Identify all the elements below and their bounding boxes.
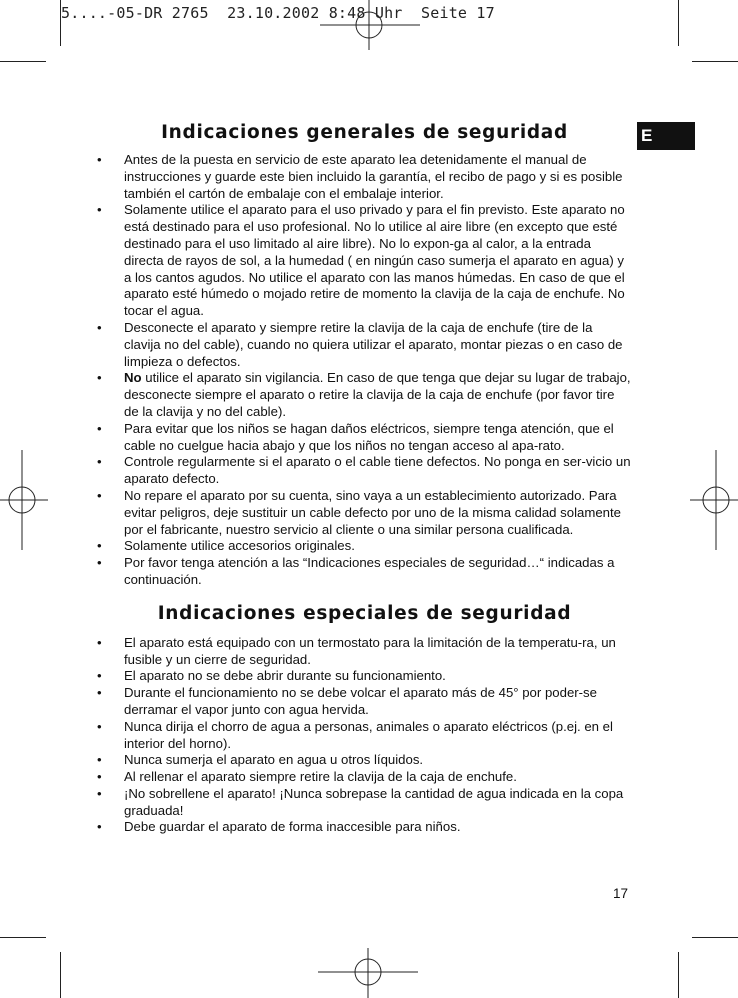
- list-item: [97, 555, 632, 589]
- list-item-text: El aparato no se debe abrir durante su funcionamiento.: [124, 668, 446, 684]
- general-safety-list: [97, 152, 632, 589]
- crop-mark-top-right-h: [692, 61, 738, 62]
- bullet: •: [97, 538, 102, 554]
- section-title-general-safety: Indicaciones generales de seguridad: [161, 122, 568, 143]
- bullet: •: [97, 370, 102, 386]
- list-item-text: No repare el aparato por su cuenta, sino vaya a un establecimiento autorizado. Para evitar peligros, deje sustituir un cable defecto por uno de la misma calidad solamente por el fabricante, nuestro servicio al cliente o una similar persona cualificada.: [124, 487, 622, 537]
- list-item-text: ¡No sobrellene el aparato! ¡Nunca sobrepase la cantidad de agua indicada en la copa graduada!: [124, 785, 624, 818]
- bullet: •: [97, 718, 102, 734]
- list-item-text: Nunca dirija el chorro de agua a personas, animales o aparato eléctricos (p.ej. en el interior del horno).: [124, 718, 613, 751]
- registration-mark-top-icon: [320, 0, 420, 50]
- list-item: [97, 538, 632, 555]
- list-item: [97, 202, 632, 320]
- bullet: •: [97, 752, 102, 768]
- bullet: •: [97, 319, 102, 335]
- list-item: [97, 421, 632, 455]
- page-number: 17: [613, 886, 629, 901]
- crop-mark-top-left-h: [0, 61, 46, 62]
- registration-mark-left-icon: [0, 450, 48, 550]
- special-safety-list: [97, 635, 632, 837]
- list-item: [97, 152, 632, 202]
- bullet: •: [97, 152, 102, 167]
- bullet: •: [97, 555, 102, 571]
- bullet: •: [97, 634, 102, 650]
- crop-mark-bottom-left-h: [0, 937, 46, 938]
- bullet: •: [97, 819, 102, 835]
- bullet: •: [97, 420, 102, 436]
- crop-mark-top-right-v: [678, 0, 679, 46]
- list-item-text: Solamente utilice el aparato para el uso privado y para el fin previsto. Este aparato no está destinado para el uso profesional. No lo utilice al aire libre (en excepto que esté destinado para el uso limitado al aire libre). No lo expon-ga al calor, a la entrada directa de rayos de sol, a la humedad ( en ningún caso sumerja el aparato en agua) y a los cantos agudos. No utilice el aparato con las manos húmedas. En caso de que el aparato esté húmedo o mojado retire de momento la clavija de la caja de enchufe. No tocar el agua.: [124, 202, 625, 319]
- list-item: [97, 786, 632, 820]
- list-item-text: Nunca sumerja el aparato en agua u otros líquidos.: [124, 752, 424, 768]
- list-item-text: Al rellenar el aparato siempre retire la clavija de la caja de enchufe.: [124, 769, 517, 785]
- crop-mark-bottom-right-h: [692, 937, 738, 938]
- page-content: [97, 120, 632, 836]
- list-item: [97, 752, 632, 769]
- list-item: [97, 635, 632, 669]
- list-item: [97, 719, 632, 753]
- list-item-text: Durante el funcionamiento no se debe volcar el aparato más de 45° por poder-se derramar el vapor junto con agua hervida.: [124, 685, 597, 717]
- list-item: [97, 769, 632, 786]
- section-title-special-safety: Indicaciones especiales de seguridad: [157, 602, 572, 624]
- bullet: •: [97, 769, 102, 785]
- registration-mark-right-icon: [690, 450, 738, 550]
- registration-mark-bottom-icon: [318, 948, 418, 998]
- list-item-bold: No: [124, 370, 142, 386]
- bullet: •: [97, 668, 102, 684]
- list-item-text: Para evitar que los niños se hagan daños eléctricos, siempre tenga atención, que el cable no cuelgue hacia abajo y que los niños no tengan acceso al apa-rato.: [124, 420, 614, 453]
- bullet: •: [97, 785, 102, 801]
- print-slug-line: 5....-05-DR 2765 23.10.2002 8:48 Uhr Seite 17: [61, 4, 495, 22]
- bullet: •: [97, 202, 102, 218]
- bullet: •: [97, 685, 102, 701]
- list-item: [97, 819, 632, 836]
- list-item: [97, 370, 632, 420]
- list-item-text: utilice el aparato sin vigilancia. En caso de que tenga que dejar su lugar de trabajo, desconecte siempre el aparato o retire la clavija de la caja de enchufe (por favor tire de la clavija y no del cable).: [124, 370, 631, 419]
- list-item: [97, 685, 632, 719]
- list-item-text: Antes de la puesta en servicio de este aparato lea detenidamente el manual de instrucciones y guarde este bien incluido la garantía, el recibo de pago y si es posible también el cartón de embalaje con el embalaje interior.: [124, 152, 623, 201]
- list-item: [97, 320, 632, 370]
- crop-mark-bottom-right-v: [678, 952, 679, 998]
- language-tab: E: [637, 122, 695, 150]
- crop-mark-bottom-left-v: [60, 952, 61, 998]
- bullet: •: [97, 487, 102, 503]
- list-item-text: Controle regularmente si el aparato o el cable tiene defectos. No ponga en ser-vicio un aparato defecto.: [124, 454, 631, 487]
- list-item-text: El aparato está equipado con un termostato para la limitación de la temperatu-ra, un fusible y un cierre de seguridad.: [124, 634, 616, 667]
- list-item: [97, 488, 632, 538]
- list-item: [97, 454, 632, 488]
- list-item-text: Por favor tenga atención a las “Indicaciones especiales de seguridad…“ indicadas a continuación.: [124, 555, 615, 587]
- list-item-text: Debe guardar el aparato de forma inaccesible para niños.: [124, 819, 461, 835]
- list-item-text: Solamente utilice accesorios originales.: [124, 538, 355, 554]
- crop-mark-top-left-v: [60, 0, 61, 46]
- list-item: [97, 668, 632, 685]
- list-item-text: Desconecte el aparato y siempre retire la clavija de la caja de enchufe (tire de la clavija no del cable), cuando no quiera utilizar el aparato, montar piezas o en caso de limpieza o defectos.: [124, 319, 623, 369]
- bullet: •: [97, 454, 102, 470]
